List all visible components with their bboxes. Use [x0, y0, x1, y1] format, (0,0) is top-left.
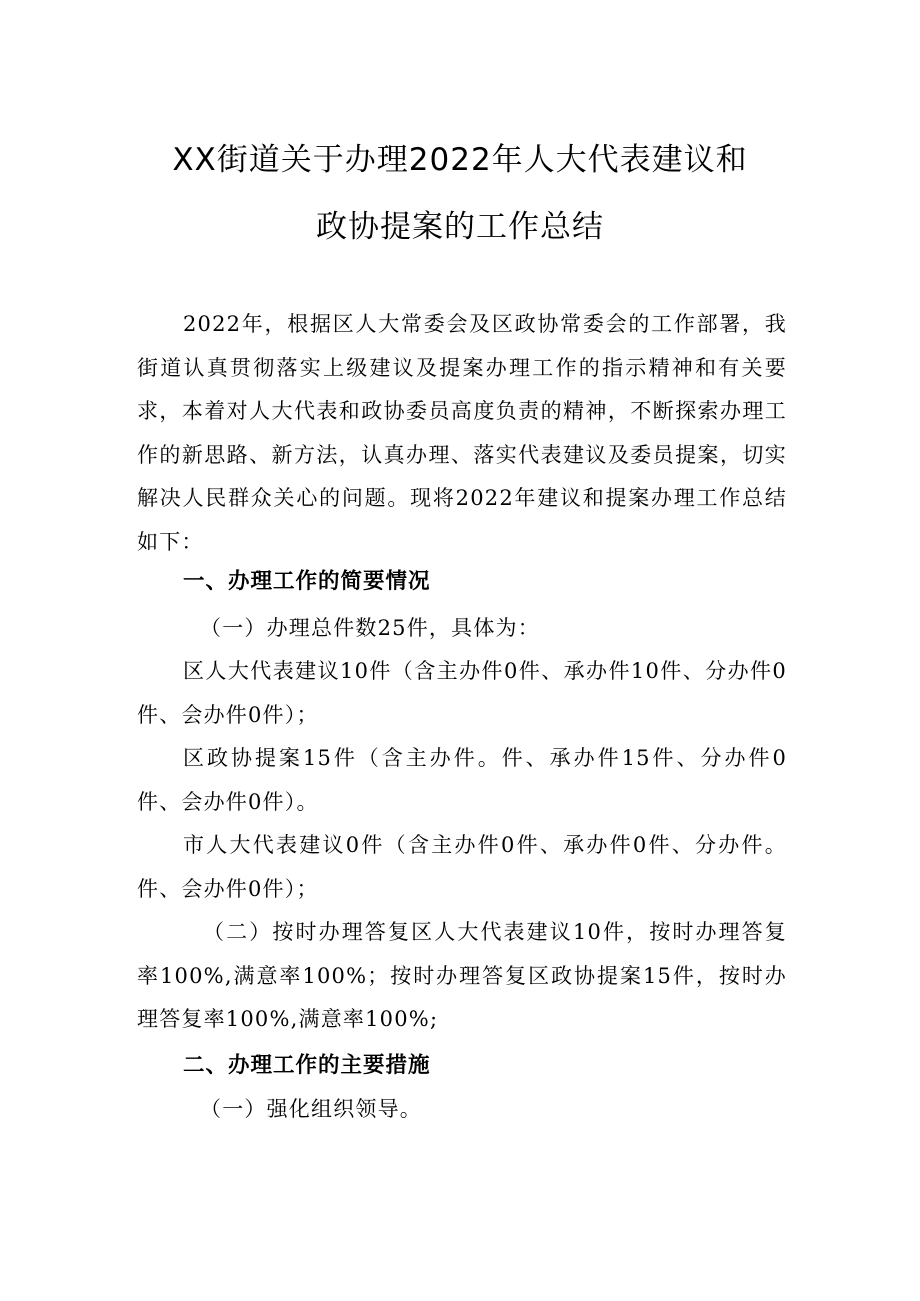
- section-1-subheading-2-paragraph: （二）按时办理答复区人大代表建议10件，按时办理答复率100%,满意率100%；按时办理答复区政协提案15件，按时办理答复率100%,满意率100%;: [137, 920, 787, 1032]
- section-1-heading: 一、办理工作的简要情况: [183, 569, 431, 594]
- document-title-line-1: XX街道关于办理2022年人大代表建议和: [172, 142, 748, 178]
- section-1-subheading-1: （一）办理总件数25件，具体为：: [200, 616, 540, 640]
- section-2-subheading-1: （一）强化组织领导。: [200, 1097, 422, 1121]
- city-npc-suggestions-item: 市人大代表建议0件（含主办件0件、承办件0件、分办件。件、会办件0件）；: [137, 833, 787, 901]
- document-title-line-2: 政协提案的工作总结: [316, 209, 604, 245]
- district-npc-suggestions-item: 区人大代表建议10件（含主办件0件、承办件10件、分办件0件、会办件0件）；: [137, 659, 787, 727]
- district-cppcc-proposals-item: 区政协提案15件（含主办件。件、承办件15件、分办件0件、会办件0件）。: [137, 746, 787, 814]
- section-2-heading: 二、办理工作的主要措施: [183, 1053, 431, 1078]
- intro-paragraph: 2022年，根据区人大常委会及区政协常委会的工作部署，我街道认真贯彻落实上级建议及提案办理工作的指示精神和有关要求，本着对人大代表和政协委员高度负责的精神，不断探索办理工作的新思路、新方法，认真办理、落实代表建议及委员提案，切实解决人民群众关心的问题。现将2022年建议和提案办理工作总结如下：: [137, 312, 787, 554]
